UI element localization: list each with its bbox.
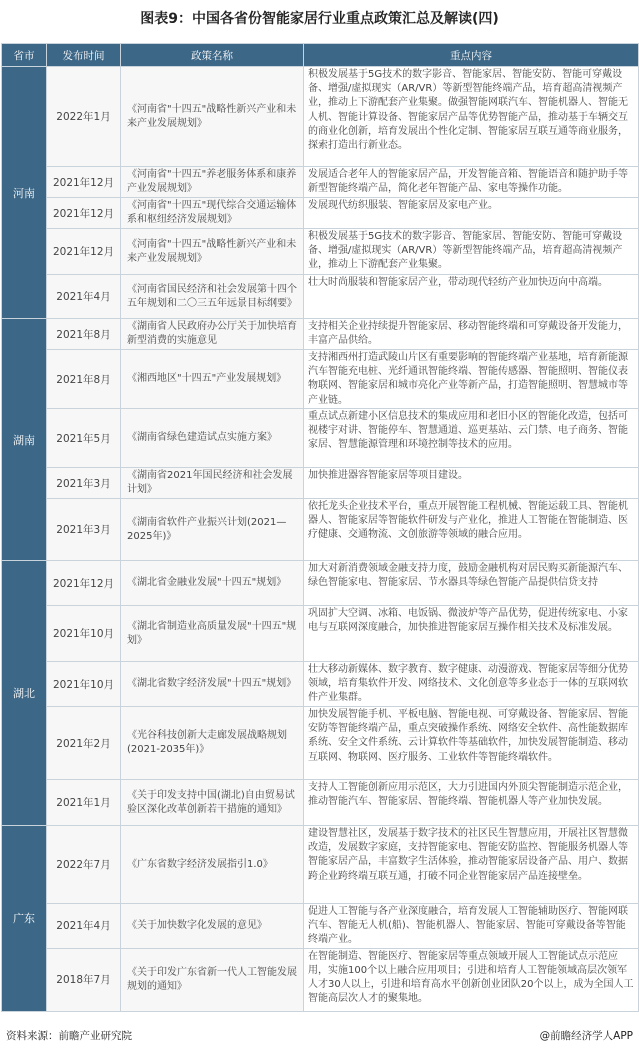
date-cell: 2021年8月	[47, 319, 121, 350]
page-title: 图表9：中国各省份智能家居行业重点政策汇总及解读(四)	[140, 11, 499, 27]
policy-name-cell: 《河南省"十四五"现代综合交通运输体系和枢纽经济发展规划》	[121, 198, 304, 229]
table-row	[2, 561, 639, 606]
date-cell: 2022年7月	[47, 826, 121, 904]
col-header-name: 政策名称	[121, 44, 304, 67]
policy-name-cell: 《河南省"十四五"养老服务体系和康养产业发展规划》	[121, 167, 304, 198]
content-cell: 建设智慧社区，发展基于数字技术的社区民生智慧应用，开展社区智慧微改造，发展数字家庭，支持智能家电、智能安防监控、智能服务机器人等智能家居产品，丰富数字生活体验，推动智能家居设备产品、用户、数据跨企业跨终端互联互通，打破不同企业智能家居产品连接壁垒。	[304, 826, 639, 904]
content-cell: 壮大时尚服装和智能家居产业，带动现代轻纺产业加快迈向中高端。	[304, 275, 639, 319]
table-row	[2, 468, 639, 499]
policy-name-cell: 《湖南省软件产业振兴计划(2021—2025年)》	[121, 499, 304, 561]
policy-name-cell: 《光谷科技创新大走廊发展战略规划(2021-2035年)》	[121, 707, 304, 780]
policy-name-cell: 《湖北省金融业发展"十四五"规划》	[121, 561, 304, 606]
brand-credit: @前瞻经济学人APP	[539, 1030, 633, 1042]
policy-name-cell: 《关于印发支持中国(湖北)自由贸易试验区深化改革创新若干措施的通知》	[121, 780, 304, 826]
date-cell: 2021年12月	[47, 561, 121, 606]
date-cell: 2022年1月	[47, 67, 121, 167]
content-cell: 在智能制造、智能医疗、智能家居等重点领域开展人工智能试点示范应用，实施100个以上融合应用项目；引进和培育人工智能领域高层次领军人才30人以上，引进和培育高水平创新创业团队20个以上，成为全国人工智能高层次人才的聚集地。	[304, 948, 639, 1011]
policy-name-cell: 《湖北省数字经济发展"十四五"规划》	[121, 662, 304, 707]
policy-name-cell: 《湖南省2021年国民经济和社会发展计划》	[121, 468, 304, 499]
content-cell: 支持人工智能创新应用示范区，大力引进国内外顶尖智能制造示范企业，推动智能汽车、智能家居、智能终端、智能机器人等产业加快发展。	[304, 780, 639, 826]
table-row	[2, 707, 639, 780]
date-cell: 2021年5月	[47, 409, 121, 468]
policy-name-cell: 《河南省国民经济和社会发展第十四个五年规划和二〇三五年远景目标纲要》	[121, 275, 304, 319]
content-cell: 加快发展智能手机、平板电脑、智能电视、可穿戴设备、智能家居、智能安防等智能终端产品，重点突破操作系统、网络安全软件、高性能数据库系统、安全文件系统、云计算软件等基础软件，加快发展智能制造、移动互联网、物联网、医疗服务、工业软件等智能终端软件。	[304, 707, 639, 780]
policy-name-cell: 《关于加快数字化发展的意见》	[121, 904, 304, 949]
province-cell: 河南	[2, 67, 47, 319]
province-cell: 广东	[2, 826, 47, 1012]
policy-name-cell: 《广东省数字经济发展指引1.0》	[121, 826, 304, 904]
date-cell: 2021年12月	[47, 198, 121, 229]
col-header-date: 发布时间	[47, 44, 121, 67]
content-cell: 支持湘西州打造武陵山片区有重要影响的智能终端产业基地，培育新能源汽车智能充电桩、光纤通讯智能终端、智能传感器、智能照明、智能仪表物联网、智能家居和城市亮化产业等新产品，打造智能照明、智慧城市等产业链。	[304, 350, 639, 409]
date-cell: 2021年10月	[47, 606, 121, 662]
content-cell: 发展现代纺织服装、智能家居及家电产业。	[304, 198, 639, 229]
table-row	[2, 499, 639, 561]
province-cell: 湖北	[2, 561, 47, 826]
policy-table	[1, 43, 639, 1012]
policy-name-cell: 《湘西地区"十四五"产业发展规划》	[121, 350, 304, 409]
policy-name-cell: 《湖南省绿色建造试点实施方案》	[121, 409, 304, 468]
date-cell: 2021年10月	[47, 662, 121, 707]
col-header-province: 省市	[2, 44, 47, 67]
date-cell: 2021年8月	[47, 350, 121, 409]
table-row	[2, 662, 639, 707]
content-cell: 支持相关企业持续提升智能家居、移动智能终端和可穿戴设备开发能力，丰富产品供给。	[304, 319, 639, 350]
table-row	[2, 167, 639, 198]
table-row	[2, 319, 639, 350]
date-cell: 2021年1月	[47, 780, 121, 826]
table-row	[2, 409, 639, 468]
content-cell: 加快推进器容智能家居等项目建设。	[304, 468, 639, 499]
table-row	[2, 826, 639, 904]
col-header-content: 重点内容	[304, 44, 639, 67]
date-cell: 2021年4月	[47, 904, 121, 949]
content-cell: 促进人工智能与各产业深度融合，培育发展人工智能辅助医疗、智能网联汽车、智能无人机(船)、智能机器人、智能家居、智能可穿戴设备等智能终端产业。	[304, 904, 639, 949]
content-cell: 壮大移动新媒体、数字教育、数字健康、动漫游戏、智能家居等细分优势领域，培育集软件开发、网络技术、文化创意等多业态于一体的互联网软件产业集群。	[304, 662, 639, 707]
date-cell: 2018年7月	[47, 948, 121, 1011]
policy-name-cell: 《河南省"十四五"战略性新兴产业和未来产业发展规划》	[121, 229, 304, 275]
policy-name-cell: 《关于印发广东省新一代人工智能发展规划的通知》	[121, 948, 304, 1011]
table-row	[2, 350, 639, 409]
content-cell: 依托龙头企业技术平台，重点开展智能工程机械、智能运载工具、智能机器人、智能家居等智能软件研发与产业化，推进人工智能在智能制造、医疗健康、交通物流、文创旅游等领域的融合应用。	[304, 499, 639, 561]
table-row	[2, 606, 639, 662]
table-row	[2, 904, 639, 949]
content-cell: 积极发展基于5G技术的数字影音、智能家居、智能安防、智能可穿戴设备、增强/虚拟现实（AR/VR）等新型智能终端产品，培育超高清视频产业，推动上下游配套产业集聚。	[304, 229, 639, 275]
policy-name-cell: 《河南省"十四五"战略性新兴产业和未来产业发展规划》	[121, 67, 304, 167]
table-row	[2, 275, 639, 319]
table-row	[2, 780, 639, 826]
table-header-row	[2, 44, 639, 67]
table-row	[2, 229, 639, 275]
date-cell: 2021年12月	[47, 229, 121, 275]
content-cell: 加大对新消费领域金融支持力度，鼓励金融机构对居民购买新能源汽车、绿色智能家电、智能家居、节水器具等绿色智能产品提供信贷支持	[304, 561, 639, 606]
date-cell: 2021年12月	[47, 167, 121, 198]
date-cell: 2021年2月	[47, 707, 121, 780]
content-cell: 重点试点新建小区信息技术的集成应用和老旧小区的智能化改造，包括可视楼宇对讲、智能停车、智慧通道、巡更基站、云门禁、电子商务、智能家居、智慧能源管理和环境控制等技术的应用。	[304, 409, 639, 468]
content-cell: 巩固扩大空调、冰箱、电饭锅、微波炉等产品优势，促进传统家电、小家电与互联网深度融合，加快推进智能家居互操作相关技术及标准发展。	[304, 606, 639, 662]
table-row	[2, 67, 639, 167]
policy-name-cell: 《湖南省人民政府办公厅关于加快培育新型消费的实施意见	[121, 319, 304, 350]
content-cell: 发展适合老年人的智能家居产品，开发智能音箱、智能语音和随护助手等新型智能终端产品，简化老年智能产品、家电等操作功能。	[304, 167, 639, 198]
date-cell: 2021年3月	[47, 468, 121, 499]
province-cell: 湖南	[2, 319, 47, 561]
table-row	[2, 198, 639, 229]
date-cell: 2021年3月	[47, 499, 121, 561]
policy-name-cell: 《湖北省制造业高质量发展"十四五"规划》	[121, 606, 304, 662]
table-row	[2, 948, 639, 1011]
content-cell: 积极发展基于5G技术的数字影音、智能家居、智能安防、智能可穿戴设备、增强/虚拟现实（AR/VR）等新型智能终端产品，培育超高清视频产业，推动上下游配套产业集聚。做强智能网联汽车、智能机器人、智能无人机、智能计算设备、智能家居产品等优势智能产品，推动基于车辆交互的商业化创新，培育发展出个性化定制、智能家居互联互通等商业服务，探索打造出行新业态。	[304, 67, 639, 167]
date-cell: 2021年4月	[47, 275, 121, 319]
source-note: 资料来源：前瞻产业研究院	[6, 1030, 132, 1042]
